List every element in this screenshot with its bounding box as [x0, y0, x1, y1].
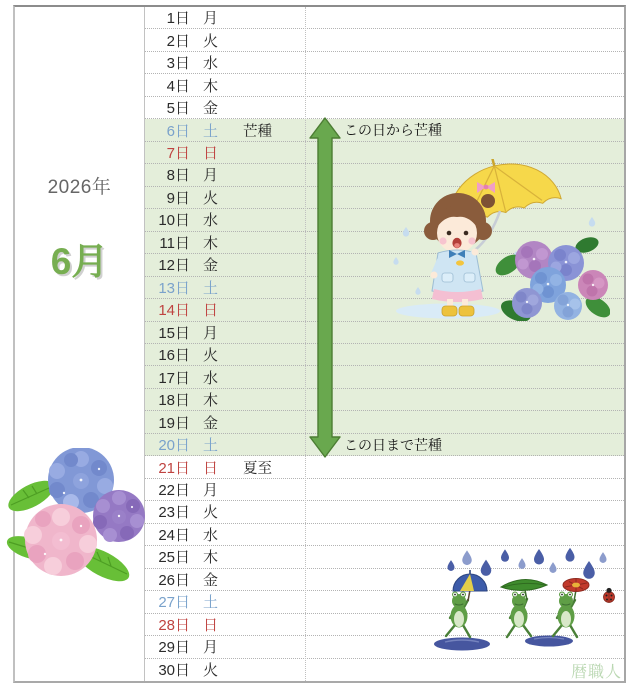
weekday-label: 木 [203, 77, 219, 95]
day-number: 7日 [166, 145, 190, 163]
day-number: 26日 [158, 571, 190, 589]
day-number: 19日 [158, 414, 190, 432]
day-number: 10日 [158, 212, 190, 230]
weekday-label: 日 [203, 145, 219, 163]
weekday-label: 月 [203, 324, 219, 342]
calendar-row [145, 344, 624, 366]
calendar-row [145, 7, 624, 29]
day-number: 2日 [166, 32, 190, 50]
day-number: 22日 [158, 482, 190, 500]
calendar-row [145, 524, 624, 546]
weekday-label: 火 [203, 347, 219, 365]
weekday-label: 水 [203, 55, 219, 73]
day-number: 30日 [158, 662, 190, 680]
weekday-label: 水 [203, 369, 219, 387]
calendar-row [145, 97, 624, 119]
day-number: 8日 [166, 167, 190, 185]
day-number: 23日 [158, 504, 190, 522]
girl-with-umbrella-illustration [388, 159, 610, 321]
weekday-label: 木 [203, 549, 219, 567]
weekday-label: 木 [203, 392, 219, 410]
weekday-label: 月 [203, 10, 219, 28]
day-number: 14日 [158, 302, 190, 320]
day-number: 5日 [166, 100, 190, 118]
day-number: 16日 [158, 347, 190, 365]
frog-icon [446, 592, 577, 638]
frogs-in-rain-illustration [429, 545, 619, 657]
calendar-row [145, 411, 624, 433]
calendar-row [145, 501, 624, 523]
calendar-row [145, 456, 624, 478]
weekday-label: 土 [203, 594, 219, 612]
day-number: 11日 [159, 234, 190, 252]
year-label: 2026年 [47, 177, 112, 198]
weekday-label: 日 [203, 459, 219, 477]
day-number: 13日 [158, 279, 190, 297]
weekday-label: 水 [203, 212, 219, 230]
weekday-label: 火 [203, 504, 219, 522]
weekday-label: 月 [203, 482, 219, 500]
calendar-row [145, 29, 624, 51]
day-number: 1日 [166, 10, 190, 28]
hydrangea-cluster-icon [492, 234, 610, 321]
day-number: 3日 [166, 55, 190, 73]
day-number: 4日 [166, 77, 190, 95]
band-start-annotation: この日から芒種 [344, 122, 442, 138]
weekday-label: 金 [203, 100, 219, 118]
calendar-row [145, 52, 624, 74]
month-label: 6月 [50, 241, 109, 282]
calendar-row [145, 74, 624, 96]
weekday-label: 金 [203, 571, 219, 589]
weekday-label: 金 [203, 257, 219, 275]
weekday-label: 火 [203, 32, 219, 50]
day-number: 6日 [166, 122, 190, 140]
weekday-label: 木 [203, 234, 219, 252]
day-number: 18日 [158, 392, 190, 410]
day-number: 15日 [158, 324, 190, 342]
weekday-label: 金 [203, 414, 219, 432]
weekday-label: 土 [203, 279, 219, 297]
day-number: 25日 [158, 549, 190, 567]
calendar-row [145, 366, 624, 388]
weekday-label: 土 [203, 122, 219, 140]
weekday-label: 水 [203, 526, 219, 544]
day-number: 24日 [158, 526, 190, 544]
sekki-label: 夏至 [243, 460, 272, 477]
day-number: 28日 [158, 616, 190, 634]
day-number: 9日 [166, 189, 190, 207]
boshu-period-arrow-icon [308, 117, 342, 458]
day-number: 21日 [158, 459, 190, 477]
weekday-label: 月 [203, 639, 219, 657]
weekday-label: 日 [203, 616, 219, 634]
weekday-label: 火 [203, 662, 219, 680]
weekday-label: 日 [203, 302, 219, 320]
day-number: 27日 [158, 594, 190, 612]
weekday-label: 火 [203, 189, 219, 207]
girl-figure [424, 182, 495, 316]
column-divider [305, 7, 306, 681]
weekday-label: 土 [203, 437, 219, 455]
watermark: 暦職人 [571, 664, 623, 681]
day-number: 12日 [158, 257, 190, 275]
sekki-label: 芒種 [243, 123, 272, 140]
day-number: 17日 [158, 369, 190, 387]
ladybug-icon [604, 588, 615, 603]
calendar-row [145, 479, 624, 501]
weekday-label: 月 [203, 167, 219, 185]
calendar-row [145, 322, 624, 344]
calendar-row [145, 659, 624, 681]
hydrangea-bouquet-illustration [1, 448, 148, 601]
day-number: 20日 [158, 437, 190, 455]
calendar-row [145, 389, 624, 411]
day-number: 29日 [158, 639, 190, 657]
band-end-annotation: この日まで芒種 [344, 437, 442, 453]
